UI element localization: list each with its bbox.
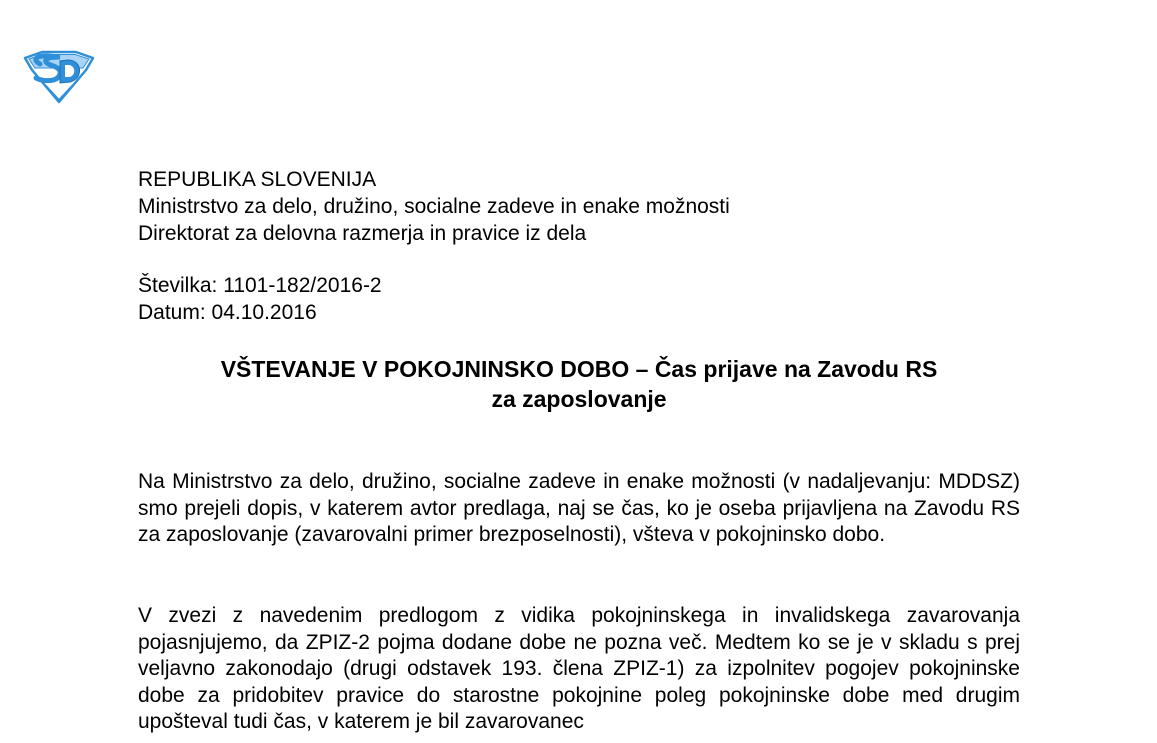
- document-title-line2: za zaposlovanje: [491, 386, 667, 412]
- document-title: [138, 354, 1020, 414]
- ministry-logo-icon: [22, 48, 96, 104]
- document-number: Številka: 1101-182/2016-2: [138, 274, 382, 297]
- letterhead-directorate: Direktorat za delovna razmerja in pravice iz dela: [138, 222, 587, 245]
- document-date: Datum: 04.10.2016: [138, 301, 317, 324]
- document-title-line1: VŠTEVANJE V POKOJNINSKO DOBO – Čas prijave na Zavodu RS: [220, 356, 938, 382]
- document-meta: [138, 272, 382, 326]
- body-paragraph-2: V zvezi z navedenim predlogom z vidika pokojninskega in invalidskega zavarovanja pojasnjujemo, da ZPIZ-2 pojma dodane dobe ne pozna več. Medtem ko se je v skladu s prej veljavno zakonodajo (drugi odstavek 193. člena ZPIZ-1) za izpolnitev pogojev pokojninske dobe za pridobitev pravice do starostne pokojnine poleg pokojninske dobe med drugim upošteval tudi čas, v katerem je bil zavarovanec: [138, 604, 1020, 733]
- letterhead-republic: REPUBLIKA SLOVENIJA: [138, 168, 377, 191]
- letterhead-ministry: Ministrstvo za delo, družino, socialne zadeve in enake možnosti: [138, 195, 730, 218]
- letterhead: [138, 166, 730, 247]
- body-paragraph-1: Na Ministrstvo za delo, družino, socialne zadeve in enake možnosti (v nadaljevanju: MDDSZ) smo prejeli dopis, v katerem avtor predlaga, naj se čas, ko je oseba prijavljena na Zavodu RS za zaposlovanje (zavarovalni primer brezposelnosti), všteva v pokojninsko dobo.: [138, 470, 1020, 546]
